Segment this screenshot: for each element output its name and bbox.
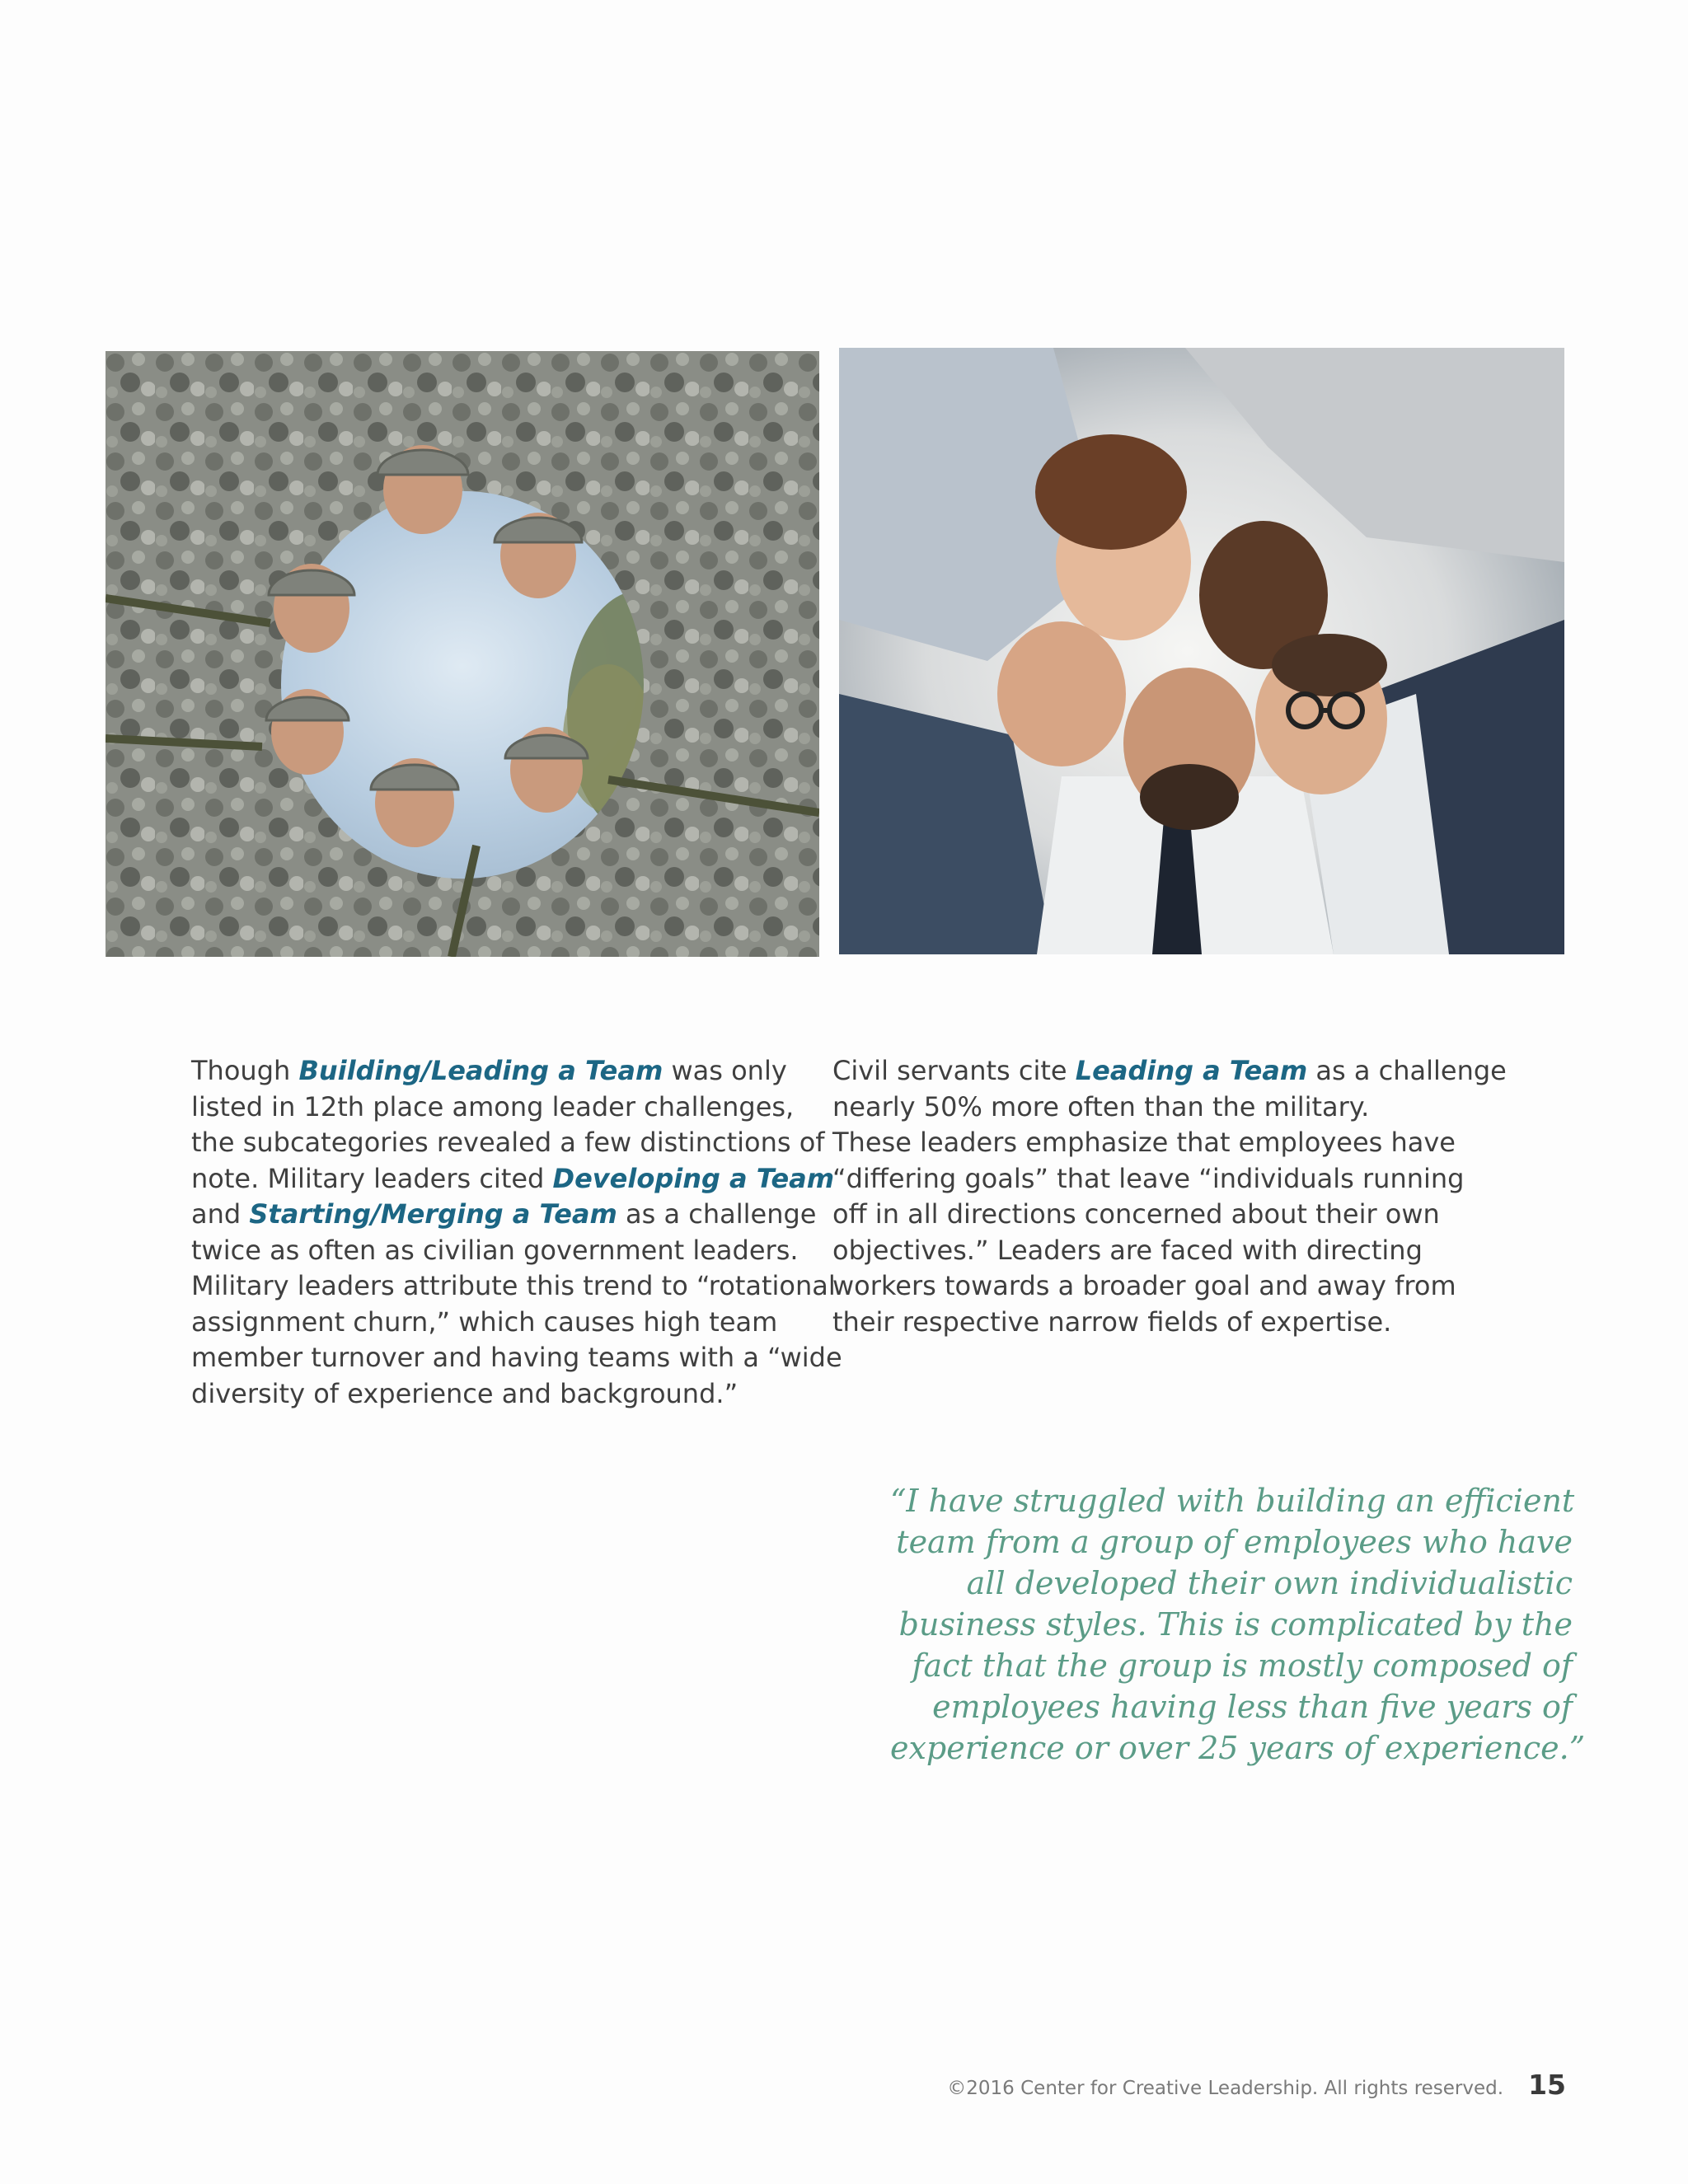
developing-team-highlight: Developing a Team <box>552 1162 835 1194</box>
business-team-photo <box>839 348 1564 954</box>
left-text-column <box>191 1053 842 1412</box>
business-photo-graphic <box>839 348 1564 954</box>
left-line <box>191 1197 818 1233</box>
quote-line: employees having less than five years of <box>932 1689 1573 1725</box>
military-photo-graphic <box>106 351 819 957</box>
military-team-photo <box>106 351 819 957</box>
building-leading-team-highlight: Building/Leading a Team <box>298 1055 663 1086</box>
right-line: These leaders emphasize that employees have <box>832 1127 1456 1158</box>
left-line <box>191 1161 835 1197</box>
quote-line: team from a group of employees who have <box>896 1524 1573 1560</box>
left-line: twice as often as civilian government leaders. <box>191 1234 799 1266</box>
left-line: Military leaders attribute this trend to “rotational <box>191 1270 836 1301</box>
left-line: diversity of experience and background.” <box>191 1377 738 1409</box>
quote-line: fact that the group is mostly composed of <box>912 1647 1573 1684</box>
left-line: member turnover and having teams with a “wide <box>191 1342 842 1373</box>
right-line: workers towards a broader goal and away from <box>832 1270 1456 1301</box>
starting-merging-team-highlight: Starting/Merging a Team <box>249 1198 617 1230</box>
quote-line: business styles. This is complicated by the <box>898 1606 1573 1643</box>
left-line: the subcategories revealed a few distinctions of <box>191 1127 825 1158</box>
right-line <box>832 1053 1507 1090</box>
text-run: Civil servants cite <box>832 1055 1076 1086</box>
text-run: Though <box>191 1055 299 1086</box>
right-line: off in all directions concerned about their own <box>832 1198 1440 1230</box>
text-run: and <box>191 1198 250 1230</box>
right-line: their respective narrow fields of expertise. <box>832 1305 1392 1338</box>
page-footer <box>947 2069 1566 2101</box>
left-line: assignment churn,” which causes high team <box>191 1305 778 1338</box>
copyright-notice: ©2016 Center for Creative Leadership. All rights reserved. <box>947 2078 1504 2099</box>
page-number: 15 <box>1528 2069 1566 2101</box>
quote-line: “I have struggled with building an efficient <box>890 1483 1575 1519</box>
right-line: nearly 50% more often than the military. <box>832 1090 1370 1122</box>
leading-team-highlight: Leading a Team <box>1075 1055 1308 1086</box>
right-line: objectives.” Leaders are faced with directing <box>832 1234 1423 1266</box>
left-line: listed in 12th place among leader challenges, <box>191 1090 795 1122</box>
left-line <box>191 1053 818 1090</box>
text-run: note. Military leaders cited <box>191 1162 553 1194</box>
quote-line: experience or over 25 years of experience.” <box>890 1730 1586 1766</box>
text-run: as a challenge <box>617 1198 817 1230</box>
quote-line: all developed their own individualistic <box>966 1565 1573 1601</box>
right-text-column <box>832 1053 1507 1340</box>
text-run: was only <box>663 1055 787 1086</box>
pull-quote <box>890 1480 1586 1769</box>
right-line: “differing goals” that leave “individuals running <box>832 1162 1465 1194</box>
text-run: as a challenge <box>1307 1055 1507 1086</box>
